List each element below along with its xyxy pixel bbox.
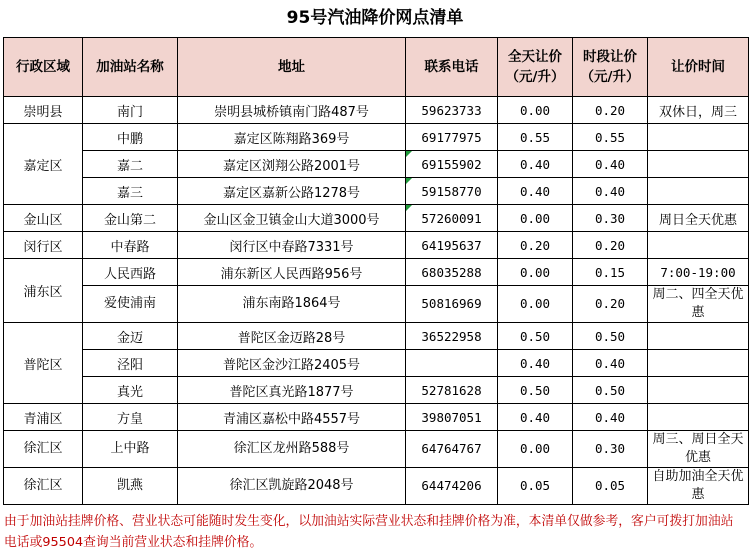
table-header-row: [4, 38, 749, 97]
cell-period: 0.55: [573, 124, 648, 151]
cell-phone: 39807051: [406, 404, 498, 431]
cell-station: 中鹏: [83, 124, 178, 151]
cell-address: 徐汇区龙州路588号: [178, 431, 406, 468]
cell-phone: 36522958: [406, 323, 498, 350]
cell-allday: 0.00: [498, 97, 573, 124]
table-row: [4, 151, 749, 178]
cell-district: 普陀区: [4, 323, 83, 404]
header-station: 加油站名称: [83, 38, 178, 97]
cell-address: 浦东南路1864号: [178, 286, 406, 323]
gas-station-table: [3, 37, 749, 505]
cell-time: 周日全天优惠: [648, 205, 749, 232]
cell-time: 周三、周日全天优惠: [648, 431, 749, 468]
table-row: [4, 259, 749, 286]
cell-station: 嘉二: [83, 151, 178, 178]
cell-time: 7:00-19:00: [648, 259, 749, 286]
cell-allday: 0.40: [498, 151, 573, 178]
cell-time: [648, 178, 749, 205]
cell-phone: 64764767: [406, 431, 498, 468]
cell-period: 0.40: [573, 151, 648, 178]
cell-phone: [406, 350, 498, 377]
cell-time: [648, 323, 749, 350]
cell-address: 崇明县城桥镇南门路487号: [178, 97, 406, 124]
cell-period: 0.40: [573, 178, 648, 205]
cell-station: 南门: [83, 97, 178, 124]
cell-period: 0.20: [573, 286, 648, 323]
cell-phone: 52781628: [406, 377, 498, 404]
header-allday-line2: （元/升）: [505, 69, 565, 85]
cell-district: 崇明县: [4, 97, 83, 124]
cell-allday: 0.50: [498, 377, 573, 404]
cell-phone: 64195637: [406, 232, 498, 259]
cell-station: 真光: [83, 377, 178, 404]
cell-station: 金迈: [83, 323, 178, 350]
cell-district: 闵行区: [4, 232, 83, 259]
cell-time: 双休日，周三: [648, 97, 749, 124]
cell-period: 0.15: [573, 259, 648, 286]
cell-phone: 50816969: [406, 286, 498, 323]
cell-station: 中春路: [83, 232, 178, 259]
page-title: 95号汽油降价网点清单: [286, 8, 464, 28]
cell-phone: 57260091: [406, 205, 498, 232]
cell-address: 普陀区金沙江路2405号: [178, 350, 406, 377]
cell-allday: 0.40: [498, 178, 573, 205]
cell-period: 0.05: [573, 468, 648, 505]
table-row: [4, 178, 749, 205]
table-row: [4, 377, 749, 404]
cell-allday: 0.40: [498, 350, 573, 377]
cell-allday: 0.00: [498, 431, 573, 468]
cell-time: 自助加油全天优惠: [648, 468, 749, 505]
cell-phone: 68035288: [406, 259, 498, 286]
header-time: 让价时间: [648, 38, 749, 97]
cell-time: [648, 377, 749, 404]
table-row: [4, 323, 749, 350]
cell-allday: 0.05: [498, 468, 573, 505]
cell-district: 徐汇区: [4, 468, 83, 505]
cell-district: 金山区: [4, 205, 83, 232]
cell-time: 周二、四全天优惠: [648, 286, 749, 323]
cell-allday: 0.00: [498, 205, 573, 232]
cell-station: 上中路: [83, 431, 178, 468]
table-row: [4, 205, 749, 232]
cell-allday: 0.40: [498, 404, 573, 431]
cell-time: [648, 124, 749, 151]
table-row: [4, 431, 749, 468]
cell-period: 0.30: [573, 205, 648, 232]
cell-station: 金山第二: [83, 205, 178, 232]
cell-station: 嘉三: [83, 178, 178, 205]
cell-time: [648, 404, 749, 431]
cell-allday: 0.50: [498, 323, 573, 350]
cell-period: 0.20: [573, 232, 648, 259]
cell-address: 金山区金卫镇金山大道3000号: [178, 205, 406, 232]
cell-district: 嘉定区: [4, 124, 83, 205]
table-row: [4, 286, 749, 323]
cell-phone: 69155902: [406, 151, 498, 178]
cell-station: 方皇: [83, 404, 178, 431]
cell-period: 0.50: [573, 377, 648, 404]
cell-phone: 59623733: [406, 97, 498, 124]
cell-period: 0.30: [573, 431, 648, 468]
cell-allday: 0.20: [498, 232, 573, 259]
cell-station: 凯燕: [83, 468, 178, 505]
cell-station: 爱使浦南: [83, 286, 178, 323]
cell-address: 闵行区中春路7331号: [178, 232, 406, 259]
cell-period: 0.20: [573, 97, 648, 124]
cell-station: 泾阳: [83, 350, 178, 377]
table-row: [4, 232, 749, 259]
cell-address: 青浦区嘉松中路4557号: [178, 404, 406, 431]
cell-address: 普陀区金迈路28号: [178, 323, 406, 350]
cell-station: 人民西路: [83, 259, 178, 286]
cell-phone: 69177975: [406, 124, 498, 151]
header-address: 地址: [178, 38, 406, 97]
header-period-line1: 时段让价: [583, 49, 637, 65]
cell-address: 普陀区真光路1877号: [178, 377, 406, 404]
header-phone: 联系电话: [406, 38, 498, 97]
cell-address: 嘉定区浏翔公路2001号: [178, 151, 406, 178]
cell-district: 浦东区: [4, 259, 83, 323]
cell-district: 青浦区: [4, 404, 83, 431]
cell-time: [648, 350, 749, 377]
cell-phone: 64474206: [406, 468, 498, 505]
header-allday-discount: [498, 38, 573, 97]
table-row: [4, 404, 749, 431]
cell-allday: 0.00: [498, 286, 573, 323]
cell-allday: 0.00: [498, 259, 573, 286]
cell-time: [648, 232, 749, 259]
cell-period: 0.50: [573, 323, 648, 350]
header-period-discount: [573, 38, 648, 97]
cell-period: 0.40: [573, 404, 648, 431]
table-row: [4, 97, 749, 124]
table-row: [4, 350, 749, 377]
table-row: [4, 468, 749, 505]
header-district: 行政区域: [4, 38, 83, 97]
cell-address: 嘉定区陈翔路369号: [178, 124, 406, 151]
cell-allday: 0.55: [498, 124, 573, 151]
disclaimer-note: 由于加油站挂牌价格、营业状态可能随时发生变化，以加油站实际营业状态和挂牌价格为准，本清单仅做参考，客户可拨打加油站电话或95504查询当前营业状态和挂牌价格。: [4, 514, 734, 550]
header-period-line2: （元/升）: [580, 69, 640, 85]
cell-district: 徐汇区: [4, 431, 83, 468]
cell-period: 0.40: [573, 350, 648, 377]
header-allday-line1: 全天让价: [508, 49, 562, 65]
cell-address: 嘉定区嘉新公路1278号: [178, 178, 406, 205]
cell-phone: 59158770: [406, 178, 498, 205]
table-row: [4, 124, 749, 151]
cell-address: 浦东新区人民西路956号: [178, 259, 406, 286]
cell-address: 徐汇区凯旋路2048号: [178, 468, 406, 505]
cell-time: [648, 151, 749, 178]
